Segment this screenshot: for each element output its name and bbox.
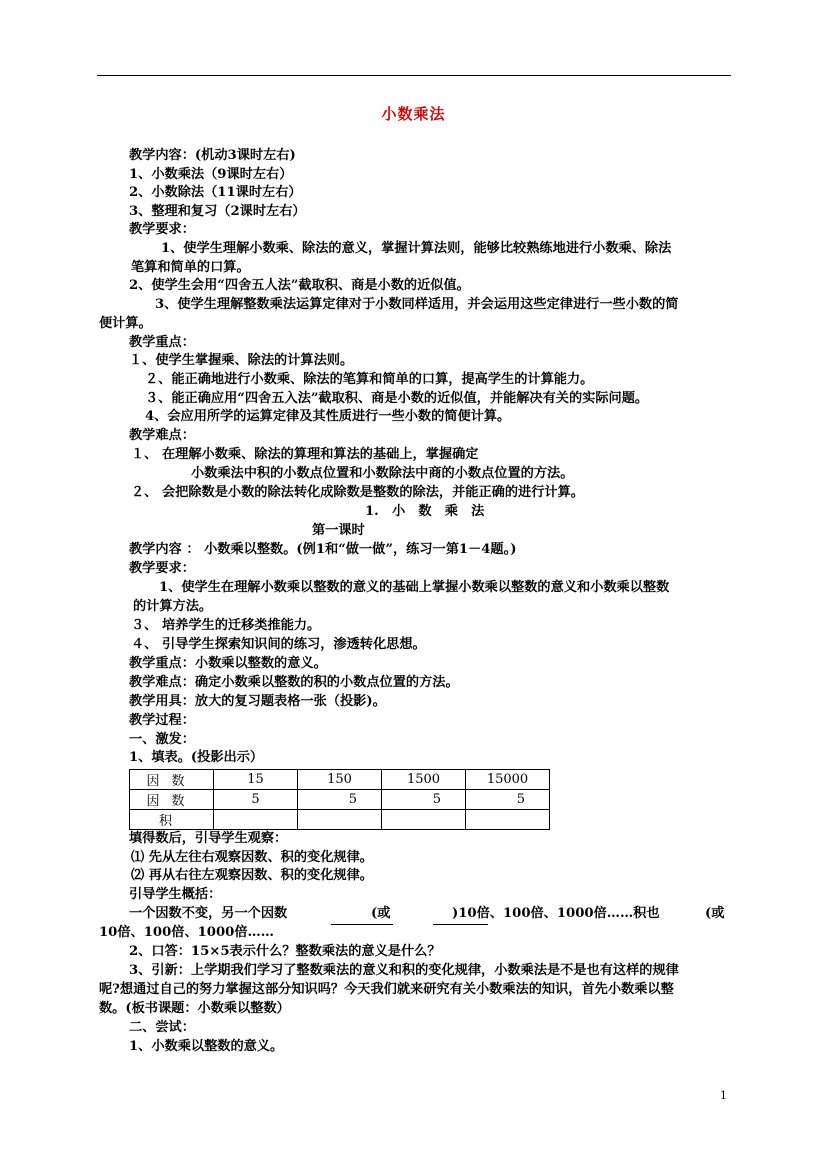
text-line: 教学难点：确定小数乘以整数的积的小数点位置的方法。	[129, 675, 459, 690]
text-line: 教学重点：小数乘以整数的意义。	[129, 656, 327, 671]
text-line: 填得数后，引导学生观察：	[129, 831, 288, 846]
table-cell: 1500	[382, 770, 466, 790]
text-line: 呢?想通过自己的努力掌握这部分知识吗？今天我们就来研究有关小数乘法的知识，首先小数乘以整	[99, 982, 674, 997]
text-line: 2、使学生会用“四舍五人法”截取积、商是小数的近似值。	[129, 278, 470, 293]
table-cell	[214, 810, 298, 830]
table-row	[130, 790, 550, 810]
text-line: 引导学生概括：	[129, 887, 222, 902]
text-line: 二、尝试：	[129, 1020, 195, 1035]
table-cell: 5	[466, 790, 550, 810]
text-line: ４、 引导学生探索知识间的练习，渗透转化思想。	[131, 637, 426, 652]
page-number: 1	[720, 1089, 727, 1102]
text-line: )10倍、100倍、1000倍……积也	[452, 906, 660, 921]
table-cell: 5	[298, 790, 382, 810]
text-line: 教学内容 ： 小数乘以整数。(例1和“做一做”，练习一第1－4题。)	[129, 542, 517, 557]
text-line: 1、使学生在理解小数乘以整数的意义的基础上掌握小数乘以整数的意义和小数乘以整数	[159, 580, 670, 595]
table-cell	[466, 810, 550, 830]
table-row	[130, 770, 550, 790]
table-cell: 5	[214, 790, 298, 810]
table-cell: 150	[298, 770, 382, 790]
text-line: 1、小数乘以整数的意义。	[129, 1039, 284, 1054]
multiplication-table	[129, 769, 550, 830]
header-rule	[97, 75, 731, 76]
text-line: ２、 会把除数是小数的除法转化成除数是整数的除法，并能正确的进行计算。	[131, 485, 584, 500]
text-line: 笔算和简单的口算。	[131, 260, 250, 275]
text-line: ⑴ 先从左往右观察因数、积的变化规律。	[131, 850, 373, 865]
text-line: 3、整理和复习（2课时左右）	[129, 204, 306, 219]
text-line: 1、使学生理解小数乘、除法的意义，掌握计算法则，能够比较熟练地进行小数乘、除法	[161, 241, 672, 256]
lesson-heading: 第一课时	[312, 523, 365, 538]
text-line: 10倍、100倍、1000倍……	[99, 925, 274, 940]
table-cell: 因数	[130, 790, 214, 810]
text-line: ２、能正确地进行小数乘、除法的笔算和简单的口算，提高学生的计算能力。	[145, 372, 594, 387]
section-heading: 1. 小 数 乘 法	[365, 504, 485, 519]
table-cell	[298, 810, 382, 830]
text-line: 2、小数除法（11课时左右）	[129, 185, 302, 200]
text-line: 教学过程：	[129, 713, 195, 728]
text-line: 1、小数乘法（9课时左右）	[129, 167, 293, 182]
text-line: 的计算方法。	[133, 599, 213, 614]
text-line: 教学用具：放大的复习题表格一张（投影)。	[129, 694, 386, 709]
text-line: 教学重点：	[129, 335, 195, 350]
text-line: 3、引新：上学期我们学习了整数乘法的意义和积的变化规律，小数乘法是不是也有这样的规律	[129, 963, 679, 978]
text-line: 3、使学生理解整数乘法运算定律对于小数同样适用，并会运用这些定律进行一些小数的简	[155, 297, 679, 312]
table-cell: 15000	[466, 770, 550, 790]
table-cell: 15	[214, 770, 298, 790]
text-line: １、使学生掌握乘、除法的计算法则。	[129, 353, 354, 368]
table-cell: 积	[130, 810, 214, 830]
text-line: 教学内容：(机动3课时左右)	[129, 148, 296, 163]
table-cell: 5	[382, 790, 466, 810]
text-line: 4、会应用所学的运算定律及其性质进行一些小数的简便计算。	[145, 409, 511, 424]
table-row	[130, 810, 550, 830]
table-cell	[382, 810, 466, 830]
table-cell: 因数	[130, 770, 214, 790]
text-line: 1、填表。(投影出示）	[129, 750, 264, 765]
text-line: (或	[705, 906, 725, 921]
text-line: (或	[371, 906, 391, 921]
text-line: 教学难点：	[129, 428, 195, 443]
text-line: 教学要求：	[129, 561, 195, 576]
text-line: 2、口答：15×5表示什么？整数乘法的意义是什么？	[129, 944, 441, 959]
text-line: 数。(板书课题：小数乘以整数）	[99, 1001, 290, 1016]
text-line: ３、 培养学生的迁移类推能力。	[131, 618, 321, 633]
text-line: １、 在理解小数乘、除法的算理和算法的基础上，掌握确定	[131, 447, 479, 462]
page-title: 小数乘法	[381, 105, 446, 123]
text-line: 小数乘法中积的小数点位置和小数除法中商的小数点位置的方法。	[191, 466, 574, 481]
text-line: 教学要求：	[129, 222, 195, 237]
text-line: ３、能正确应用“四舍五入法”截取积、商是小数的近似值，并能解决有关的实际问题。	[145, 391, 649, 406]
text-line: 便计算。	[99, 316, 152, 331]
text-line: 一、激发：	[129, 732, 195, 747]
text-line: ⑵ 再从右往左观察因数、积的变化规律。	[131, 868, 373, 883]
text-line: 一个因数不变，另一个因数	[129, 906, 288, 921]
